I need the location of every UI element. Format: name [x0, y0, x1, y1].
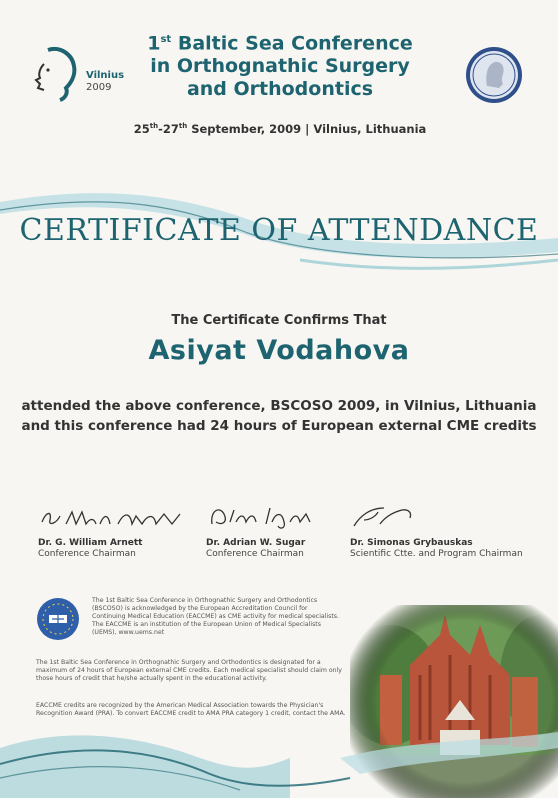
face-profile-icon: [26, 44, 86, 104]
logo-city: Vilnius: [86, 70, 125, 81]
signatory-name: Dr. Simonas Grybauskas: [350, 538, 473, 548]
decorative-wave-bottom: [0, 718, 558, 798]
signatory-3: [350, 500, 550, 559]
conference-date: [100, 122, 460, 136]
date-start: 25: [133, 122, 150, 136]
title-ordinal: 1: [147, 32, 161, 55]
accreditation-paragraph-1: The 1st Baltic Sea Conference in Orthognathic Surgery and Orthodontics (BSCOSO) is acknowledged by the European Accreditation Council for Continuing Medical Education (EACCME) as CME activity for medical specialists. The EACCME is an institution of the European Union of Medical Specialists (UEMS), www.uems.net: [92, 597, 339, 636]
conference-title: [120, 28, 440, 101]
body-line2: and this conference had 24 hours of European external CME credits: [21, 418, 537, 434]
signature-arnett: [38, 500, 188, 532]
signatory-role: Conference Chairman: [206, 549, 304, 559]
title-line2: in Orthognathic Surgery: [150, 55, 410, 78]
medallion-seal-icon: [465, 46, 523, 104]
signatory-1: [38, 500, 208, 559]
logo-year: 2009: [86, 82, 112, 93]
title-line3: and Orthodontics: [186, 78, 374, 101]
signature-sugar: [206, 500, 316, 532]
signatory-role: Scientific Ctte. and Program Chairman: [350, 549, 523, 559]
certificate-body: [20, 396, 538, 436]
date-rest-sup: th: [178, 122, 188, 131]
title-ordinal-sup: st: [160, 34, 172, 45]
date-rest: -27: [158, 122, 179, 136]
title-line1: Baltic Sea Conference: [177, 32, 413, 55]
accreditation-paragraph-2: The 1st Baltic Sea Conference in Orthognathic Surgery and Orthodontics is designated for a maximum of 24 hours of European external CME credits. Each medical specialist should claim only those hours of credit that he/she actually spent in the educational activity.: [36, 659, 342, 682]
signatory-role: Conference Chairman: [38, 549, 136, 559]
signature-grybauskas: [350, 500, 430, 532]
body-line1: attended the above conference, BSCOSO 2009, in Vilnius, Lithuania: [21, 398, 537, 414]
date-start-sup: th: [149, 122, 159, 131]
date-tail: September, 2009 | Vilnius, Lithuania: [187, 122, 427, 136]
recipient-name: Asiyat Vodahova: [148, 335, 410, 366]
signatory-name: Dr. Adrian W. Sugar: [206, 538, 306, 548]
signatory-name: Dr. G. William Arnett: [38, 538, 143, 548]
eaccme-logo-icon: [36, 597, 80, 641]
accreditation-paragraph-3: EACCME credits are recognized by the American Medical Association towards the Physician's Recognition Award (PRA). To convert EACCME credit to AMA PRA category 1 credit, contact the AMA.: [36, 702, 346, 717]
certificate-heading: CERTIFICATE OF ATTENDANCE: [19, 213, 539, 248]
confirm-text: The Certificate Confirms That: [171, 313, 387, 328]
